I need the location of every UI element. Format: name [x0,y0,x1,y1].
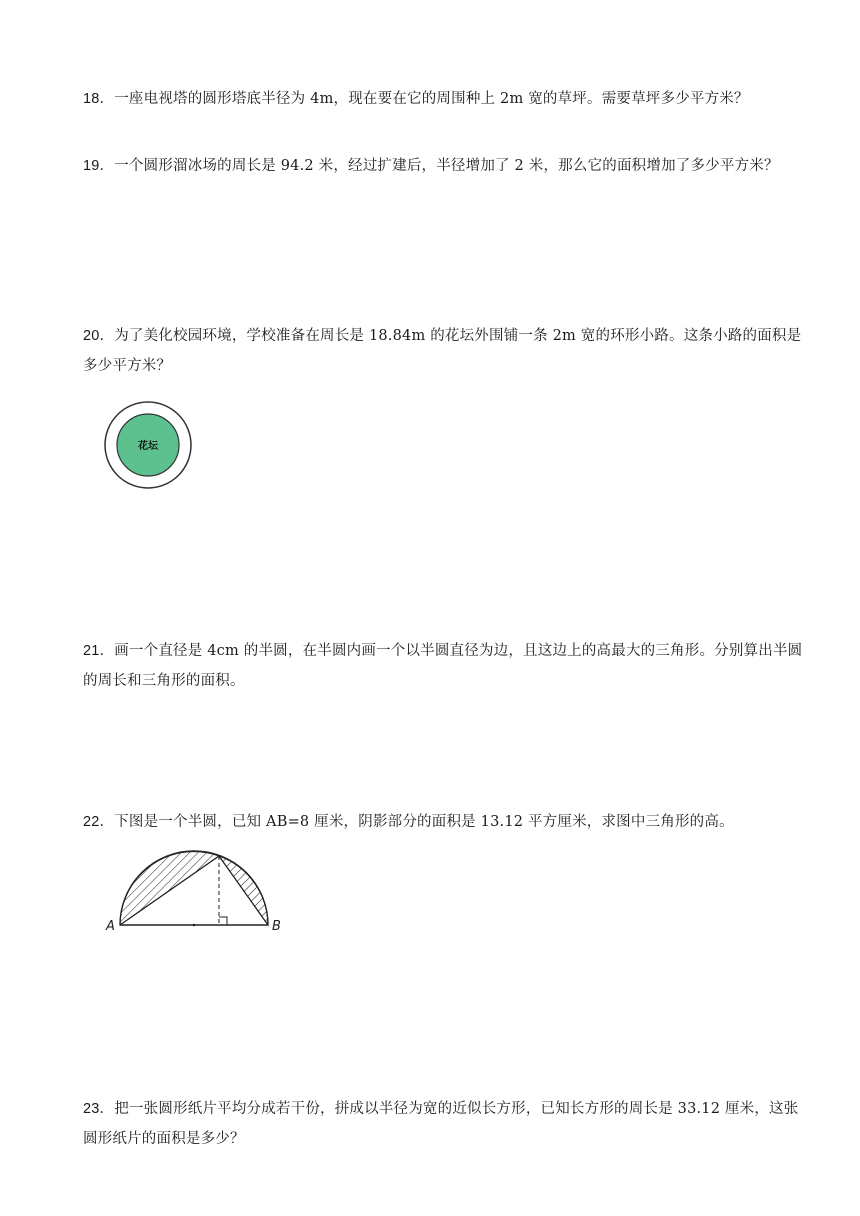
flowerbed-figure [100,398,196,498]
question-number: 19． [83,158,115,174]
question-text: 把一张圆形纸片平均分成若干份，拼成以半径为宽的近似长方形，已知长方形的周长是 33.12 厘米，这张圆形纸片的面积是多少？ [83,1101,799,1147]
question-22 [83,807,803,837]
question-number: 23． [83,1101,115,1117]
semicircle-figure [100,840,300,944]
question-number: 18． [83,91,115,107]
flowerbed-diagram [100,398,196,494]
question-23 [83,1094,803,1154]
label-a: A [106,919,115,934]
question-text: 下图是一个半圆，已知 AB=8 厘米，阴影部分的面积是 13.12 平方厘米，求图中三角形的高。 [114,814,734,830]
right-angle-mark [219,917,227,925]
question-21 [83,636,803,696]
question-number: 20． [83,328,115,344]
question-19 [83,151,803,181]
question-number: 22． [83,814,115,830]
question-text: 一个圆形溜冰场的周长是 94.2 米，经过扩建后，半径增加了 2 米，那么它的面积增加了多少平方米？ [114,158,779,174]
question-text: 一座电视塔的圆形塔底半径为 4m，现在要在它的周围种上 2m 宽的草坪。需要草坪多少平方米？ [114,91,749,107]
label-b: B [272,919,281,934]
flowerbed-label: 花坛 [138,441,158,452]
question-18 [83,84,803,114]
question-20 [83,321,803,381]
semicircle-diagram [100,840,300,940]
question-number: 21． [83,643,115,659]
question-text: 为了美化校园环境，学校准备在周长是 18.84m 的花坛外围铺一条 2m 宽的环形小路。这条小路的面积是多少平方米？ [83,328,802,374]
center-point [193,924,196,927]
triangle-side-cb [219,856,268,925]
question-text: 画一个直径是 4cm 的半圆，在半圆内画一个以半圆直径为边，且这边上的高最大的三角形。分别算出半圆的周长和三角形的面积。 [83,643,803,689]
